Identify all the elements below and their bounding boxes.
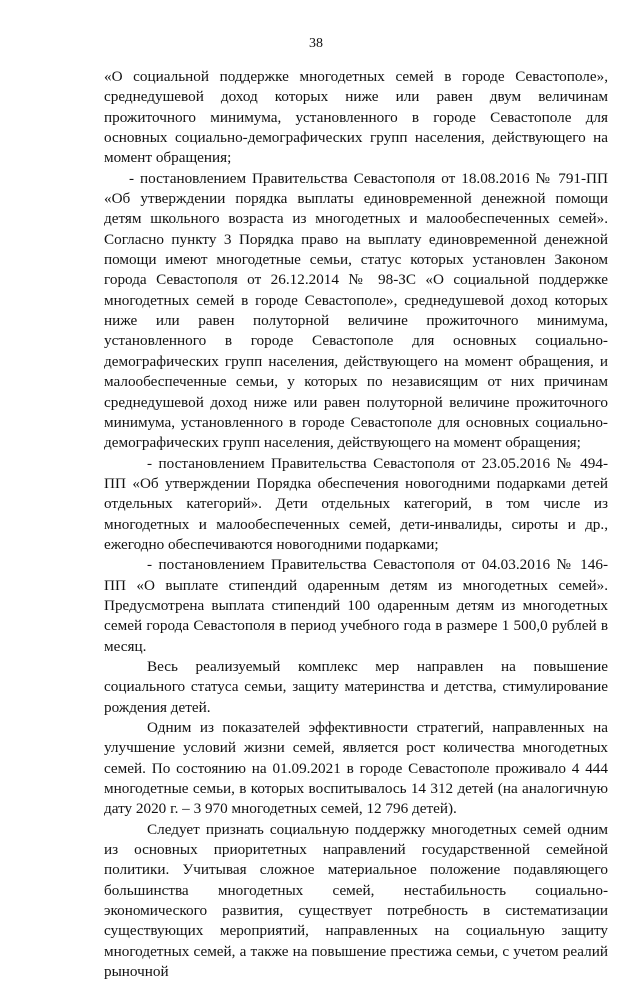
page-number: 38 (309, 36, 323, 51)
paragraph-1: «О социальной поддержке многодетных семей в городе Севастополе», среднедушевой доход которых ниже или равен двум величинам прожиточного минимума, установленного в городе Севастополе для основных социально-демографических групп населения, действующего на момент обращения; (104, 68, 608, 167)
paragraph-6: Одним из показателей эффективности стратегий, направленных на улучшение условий жизни семей, является рост количества многодетных семей. По состоянию на 01.09.2021 в городе Севастополе проживало 4 444 многодетные семьи, в которых воспитывалось 14 312 детей (на аналогичную дату 2020 г. – 3 970 многодетных семей, 12 796 детей). (104, 719, 608, 818)
paragraph-3: - постановлением Правительства Севастополя от 23.05.2016 № 494-ПП «Об утверждении Порядка обеспечения новогодними подарками детей отдельных категорий». Дети отдельных категорий, в том числе из многодетных и малообеспеченных семей, дети-инвалиды, сироты и др., ежегодно обеспечиваются новогодними подарками; (104, 454, 608, 553)
paragraph-4: - постановлением Правительства Севастополя от 04.03.2016 № 146-ПП «О выплате стипендий одаренным детям из многодетных семей». Предусмотрена выплата стипендий 100 одаренным детям из многодетных семей города Севастополя в период учебного года в размере 1 500,0 рублей в месяц. (104, 556, 608, 655)
paragraph-5: Весь реализуемый комплекс мер направлен на повышение социального статуса семьи, защиту материнства и детства, стимулирование рождения детей. (104, 657, 608, 716)
paragraph-7: Следует признать социальную поддержку многодетных семей одним из основных приоритетных направлений государственной семейной политики. Учитывая сложное материальное положение подавляющего большинства многодетных семей, нестабильность социально-экономического развития, существует потребность в систематизации существующих мероприятий, направленных на социальную защиту многодетных семей, а также на повышение престижа семьи, с учетом реалий рыночной (104, 820, 608, 981)
body-text (104, 67, 608, 982)
paragraph-2: - постановлением Правительства Севастополя от 18.08.2016 № 791-ПП «Об утверждении порядка выплаты единовременной денежной помощи детям школьного возраста из многодетных и малообеспеченных семей». Согласно пункту 3 Порядка право на выплату единовременной денежной помощи имеют многодетные семьи, статус которых установлен Законом города Севастополя от 26.12.2014 № 98-ЗС «О социальной поддержке многодетных семей в городе Севастополе», среднедушевой доход которых ниже или равен полуторной величине прожиточного минимума, установленного в городе Севастополе для основных социально-демографических групп населения, действующего на момент обращения, и малообеспеченные семьи, у которых по независящим от них причинам среднедушевой доход ниже или равен полуторной величине прожиточного минимума, установленного в городе Севастополе для основных социально-демографических групп населения, действующего на момент обращения; (104, 169, 608, 452)
